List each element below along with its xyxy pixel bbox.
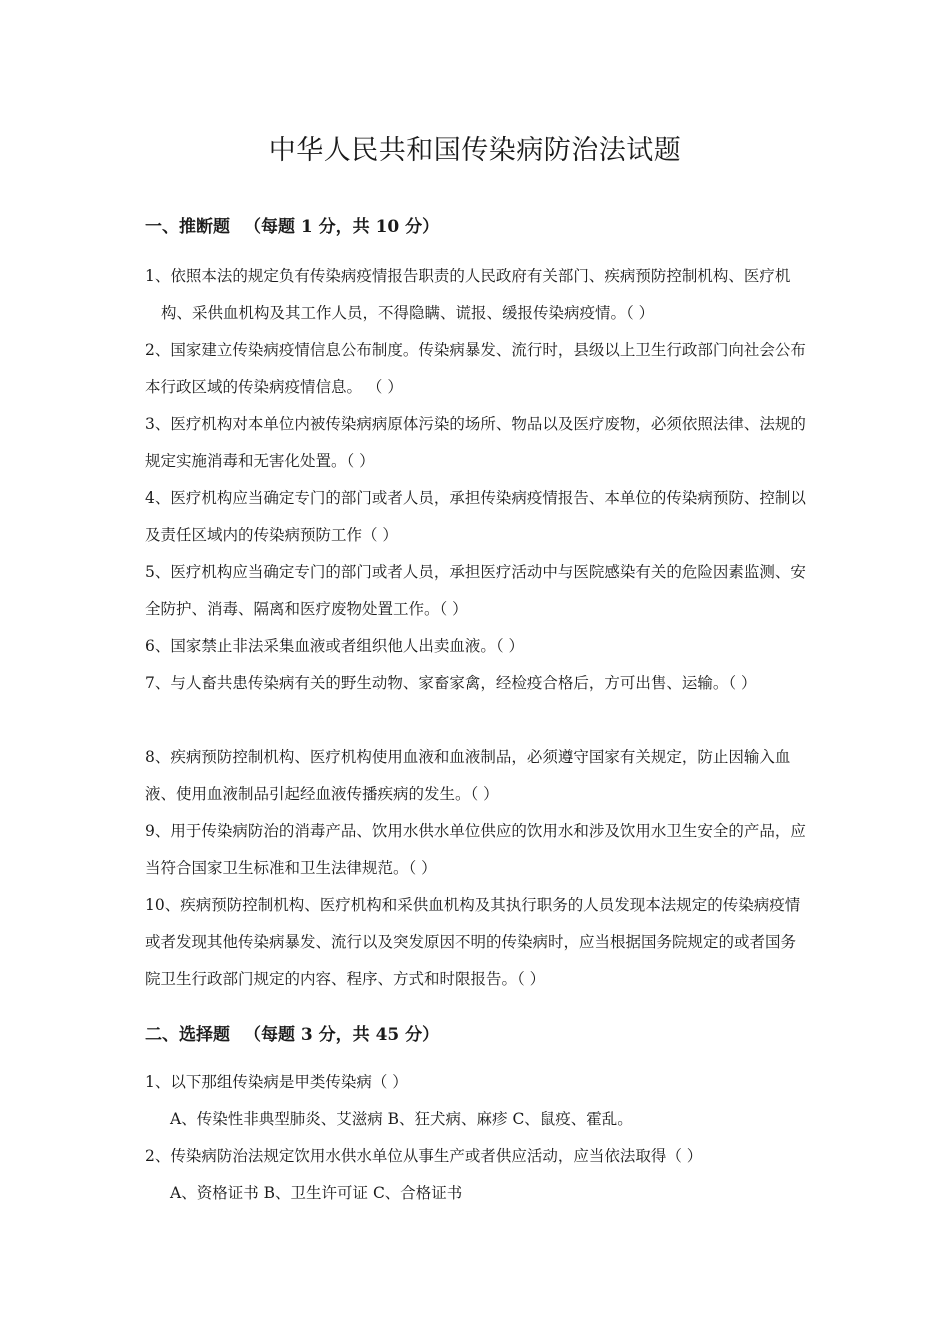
question-item: 5、医疗机构应当确定专门的部门或者人员，承担医疗活动中与医院感染有关的危险因素监测、安全防护、消毒、隔离和医疗废物处置工作。（ ） xyxy=(145,563,806,618)
section-score-note: （每题 3 分，共 45 分） xyxy=(244,1025,440,1045)
question-item: 8、疾病预防控制机构、医疗机构使用血液和血液制品，必须遵守国家有关规定，防止因输入血液、使用血液制品引起经血液传播疾病的发生。（ ） xyxy=(145,748,791,803)
question-item: 9、用于传染病防治的消毒产品、饮用水供水单位供应的饮用水和涉及饮用水卫生安全的产品，应当符合国家卫生标准和卫生法律规范。（ ） xyxy=(145,822,806,877)
question-item: 2、国家建立传染病疫情信息公布制度。传染病暴发、流行时，县级以上卫生行政部门向社会公布本行政区域的传染病疫情信息。 （ ） xyxy=(145,341,806,396)
question-item: 4、医疗机构应当确定专门的部门或者人员，承担传染病疫情报告、本单位的传染病预防、控制以及责任区域内的传染病预防工作（ ） xyxy=(145,489,806,544)
question-item: 10、疾病预防控制机构、医疗机构和采供血机构及其执行职务的人员发现本法规定的传染病疫情或者发现其他传染病暴发、流行以及突发原因不明的传染病时，应当根据国务院规定的或者国务院卫生行政部门规定的内容、程序、方式和时限报告。（ ） xyxy=(145,896,801,988)
choice-question-stem: 2、传染病防治法规定饮用水供水单位从事生产或者供应活动，应当依法取得（ ） xyxy=(145,1147,703,1165)
choice-question-stem: 1、以下那组传染病是甲类传染病（ ） xyxy=(145,1073,408,1091)
question-item: 7、与人畜共患传染病有关的野生动物、家畜家禽，经检疫合格后，方可出售、运输。（ ） xyxy=(145,674,757,692)
question-item: 3、医疗机构对本单位内被传染病病原体污染的场所、物品以及医疗废物，必须依照法律、法规的规定实施消毒和无害化处置。（ ） xyxy=(145,415,806,470)
section-heading-label: 二、选择题 xyxy=(145,1025,230,1045)
choice-question-options: A、资格证书 B、卫生许可证 C、合格证书 xyxy=(170,1184,463,1202)
section-heading-multiple-choice xyxy=(145,1020,439,1045)
page-title: 中华人民共和国传染病防治法试题 xyxy=(268,135,682,166)
choice-question-options: A、传染性非典型肺炎、艾滋病 B、狂犬病、麻疹 C、鼠疫、霍乱。 xyxy=(170,1110,633,1128)
section-heading-label: 一、推断题 xyxy=(145,217,230,237)
question-item: 6、国家禁止非法采集血液或者组织他人出卖血液。（ ） xyxy=(145,637,525,655)
question-item: 1、依照本法的规定负有传染病疫情报告职责的人民政府有关部门、疾病预防控制机构、医疗机构、采供血机构及其工作人员，不得隐瞒、谎报、缓报传染病疫情。（ ） xyxy=(145,267,791,322)
section-score-note: （每题 1 分，共 10 分） xyxy=(244,217,440,237)
section-heading-true-false xyxy=(145,212,439,237)
